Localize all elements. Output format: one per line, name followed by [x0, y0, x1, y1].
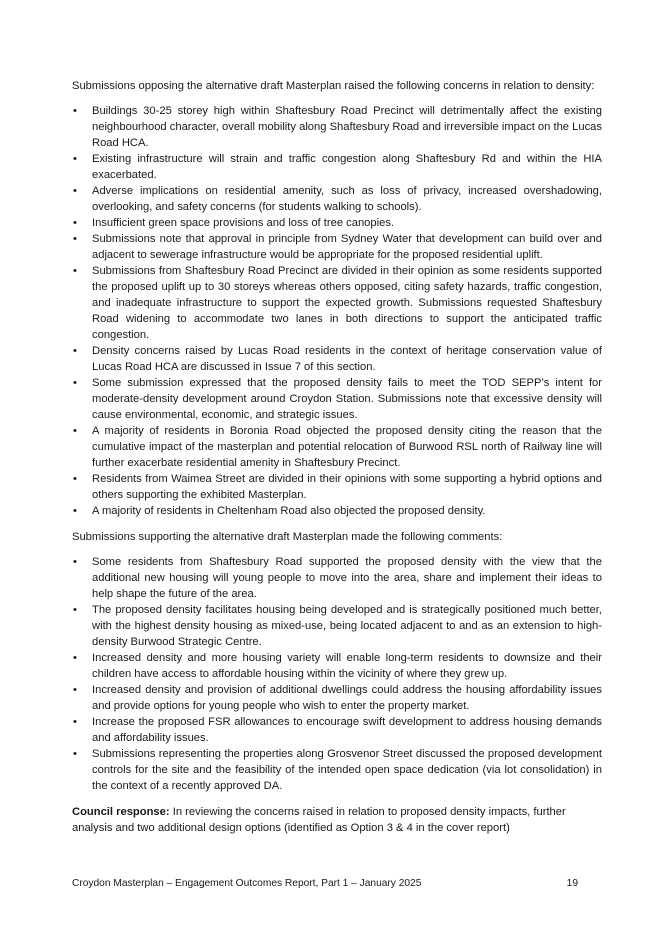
opposing-list [72, 103, 602, 519]
council-response-label: Council response: [72, 806, 170, 818]
list-item: • Increased density and more housing variety will enable long-term residents to downsize and their children have access to affordable housing within the vicinity of where they grew up. [72, 650, 602, 682]
supporting-list [72, 554, 602, 794]
list-item: • Submissions from Shaftesbury Road Precinct are divided in their opinion as some residents supported the proposed uplift up to 30 storeys whereas others opposed, citing safety hazards, traffic congestion, and inadequate infrastructure to support the expected growth. Submissions requested Shaftesbury Road widening to accommodate two lanes in both directions to support the anticipated traffic congestion. [72, 263, 602, 343]
list-item: • Buildings 30-25 storey high within Shaftesbury Road Precinct will detrimentally affect the existing neighbourhood character, overall mobility along Shaftesbury Road and irreversible impact on the Lucas Road HCA. [72, 103, 602, 151]
list-item: • Insufficient green space provisions and loss of tree canopies. [72, 215, 602, 231]
list-item: • Some residents from Shaftesbury Road supported the proposed density with the view that the additional new housing will young people to move into the area, share and implement their ideas to help shape the future of the area. [72, 554, 602, 602]
list-item: • Some submission expressed that the proposed density fails to meet the TOD SEPP’s intent for moderate-density development around Croydon Station. Submissions note that excessive density will cause environmental, economic, and strategic issues. [72, 375, 602, 423]
list-item: • Submissions representing the properties along Grosvenor Street discussed the proposed development controls for the site and the feasibility of the intended open space dedication (via lot consolidation) in the context of a recently approved DA. [72, 746, 602, 794]
list-item: • A majority of residents in Cheltenham Road also objected the proposed density. [72, 503, 602, 519]
list-item: • The proposed density facilitates housing being developed and is strategically positioned much better, with the highest density housing as mixed-use, being located adjacent to and as an extension to high-density Burwood Strategic Centre. [72, 602, 602, 650]
list-item: • Increase the proposed FSR allowances to encourage swift development to address housing demands and affordability issues. [72, 714, 602, 746]
list-item: • A majority of residents in Boronia Road objected the proposed density citing the reason that the cumulative impact of the masterplan and potential relocation of Burwood RSL north of Railway line will further exacerbate residential amenity in Shaftesbury Precinct. [72, 423, 602, 471]
list-item: • Increased density and provision of additional dwellings could address the housing affordability issues and provide options for young people who wish to enter the property market. [72, 682, 602, 714]
intro-supporting: Submissions supporting the alternative draft Masterplan made the following comments: [72, 531, 503, 543]
council-response [72, 804, 602, 836]
list-item: • Existing infrastructure will strain and traffic congestion along Shaftesbury Rd and within the HIA exacerbated. [72, 151, 602, 183]
list-item: • Density concerns raised by Lucas Road residents in the context of heritage conservation value of Lucas Road HCA are discussed in Issue 7 of this section. [72, 343, 602, 375]
list-item: • Adverse implications on residential amenity, such as loss of privacy, increased overshadowing, overlooking, and safety concerns (for students walking to schools). [72, 183, 602, 215]
document-body [72, 78, 602, 836]
intro-opposing: Submissions opposing the alternative draft Masterplan raised the following concerns in relation to density: [72, 80, 595, 92]
footer-title: Croydon Masterplan – Engagement Outcomes Report, Part 1 – January 2025 [72, 878, 422, 889]
list-item: • Submissions note that approval in principle from Sydney Water that development can build over and adjacent to sewerage infrastructure would be appropriate for the proposed residential uplift. [72, 231, 602, 263]
page-footer [72, 877, 578, 890]
page-number: 19 [566, 878, 578, 889]
council-response-text: In reviewing the concerns raised in relation to proposed density impacts, further analysis and two additional design options (identified as Option 3 & 4 in the cover report) [72, 806, 566, 834]
list-item: • Residents from Waimea Street are divided in their opinions with some supporting a hybrid options and others supporting the exhibited Masterplan. [72, 471, 602, 503]
